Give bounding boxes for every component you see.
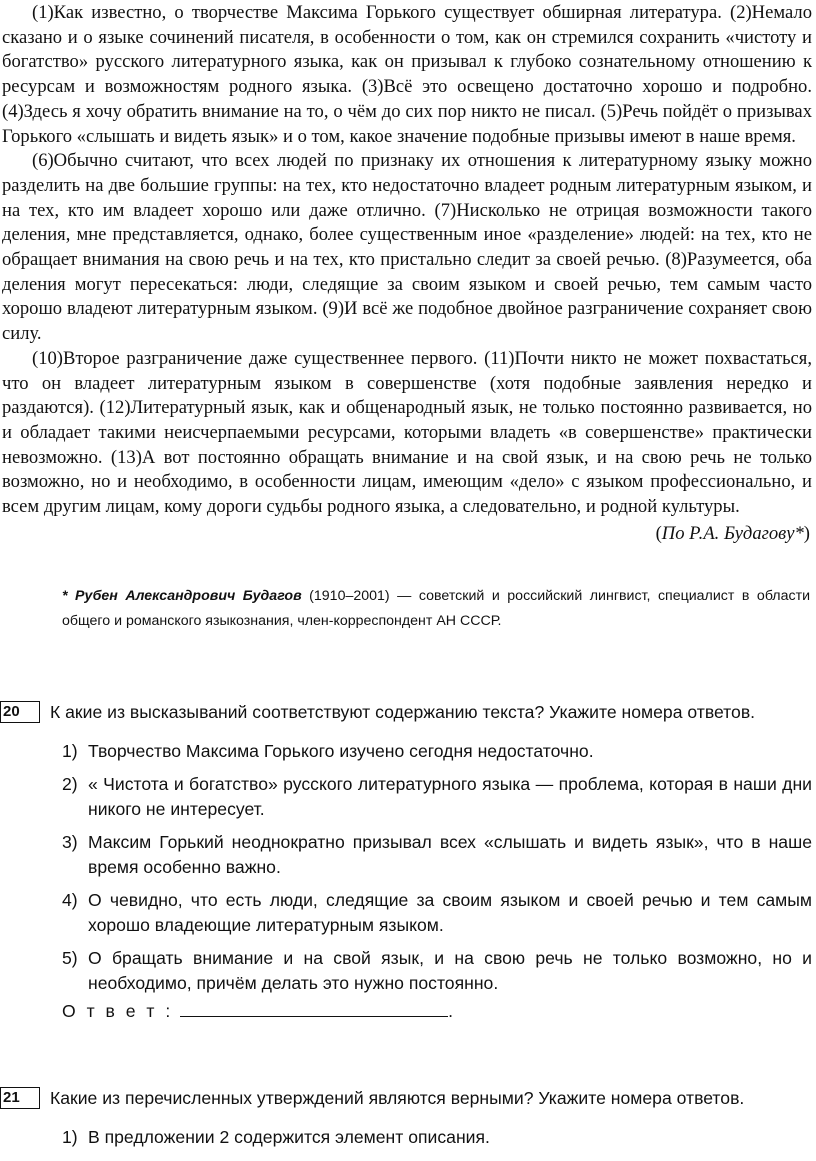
answer-blank-field[interactable]	[180, 1000, 448, 1017]
passage-paragraph-3: (10)Второе разграничение даже существеннее первого. (11)Почти никто не может похвастаться, что он владеет литературным языком в совершенстве (хотя подобные заявления нередко и раздаются). (12)Литературный язык, как и общенародный язык, не только постоянно развивается, но и обладает такими неисчерпаемыми ресурсами, которыми владеть «в совершенстве» практически невозможно. (13)А вот постоянно обращать внимание и на свой язык, и на свою речь не только возможно, но и необходимо, в особенности лицам, имеющим «дело» с языком профессионально, и всем другим лицам, кому дороги судьбы родного языка, а следовательно, и родной культуры.	[2, 347, 812, 518]
option-text: О бращать внимание и на свой язык, и на свою речь не только возможно, но и необходимо, причём делать это нужно постоянно.	[88, 947, 812, 993]
option-number: 4)	[62, 889, 78, 910]
option-text: Максим Горький неоднократно призывал всех «слышать и видеть язык», что в наше время особенно важно.	[88, 831, 812, 877]
option-item	[62, 946, 812, 997]
task-number-box: 20	[0, 701, 40, 723]
option-item	[62, 772, 812, 823]
option-number: 1)	[62, 1127, 78, 1147]
option-number: 2)	[62, 773, 78, 794]
footnote-name: * Рубен Александрович Будагов	[62, 588, 302, 604]
option-item	[62, 888, 812, 939]
attribution-author: По Р.А. Будагову*	[661, 522, 804, 544]
passage-paragraph-1: (1)Как известно, о творчестве Максима Горького существует обширная литература. (2)Немало сказано и о языке сочинений писателя, в особенности о том, как он стремился сохранить «чистоту и богатство» русского литературного языка, как он призывал к глубоко сознательному отношению к ресурсам и возможностям родного языка. (3)Всё это освещено достаточно хорошо и подробно. (4)Здесь я хочу обратить внимание на то, о чём до сих пор никто не писал. (5)Речь пойдёт о призывах Горького «слышать и видеть язык» и о том, какое значение подобные призывы имеют в наше время.	[2, 2, 812, 147]
option-number: 3)	[62, 831, 78, 852]
task-number-box: 21	[0, 1087, 40, 1109]
answer-options	[62, 1125, 812, 1158]
answer-options	[62, 739, 812, 1004]
answer-line	[62, 1000, 453, 1022]
option-text: О чевидно, что есть люди, следящие за своим языком и своей речью и тем самым хорошо владеющие литературным языком.	[88, 889, 812, 935]
answer-label: О т в е т :	[62, 1001, 174, 1021]
footnote-text: (1910–2001) — советский и российский лингвист, специалист в области общего и романского языкознания, член-корреспондент АН СССР.	[62, 588, 810, 629]
option-text: « Чистота и богатство» русского литературного языка — проблема, которая в наши дни никого не интересует.	[88, 773, 812, 819]
option-item	[62, 830, 812, 881]
option-text: Творчество Максима Горького изучено сегодня недостаточно.	[88, 741, 594, 761]
task-prompt: Какие из перечисленных утверждений являются верными? Укажите номера ответов.	[50, 1088, 745, 1108]
option-item	[62, 739, 812, 765]
option-number: 5)	[62, 947, 78, 968]
option-item	[62, 1125, 812, 1151]
answer-end: .	[448, 1001, 454, 1021]
passage-attribution: (По Р.А. Будагову*)	[655, 522, 810, 544]
option-text: В предложении 2 содержится элемент описания.	[88, 1127, 490, 1147]
passage-paragraph-2: (6)Обычно считают, что всех людей по признаку их отношения к литературному языку можно разделить на две большие группы: на тех, кто недостаточно владеет родным литературным языком, и на тех, кто им владеет хорошо или даже отлично. (7)Нисколько не отрицая возможности такого деления, мне представляется, однако, более существенным иное «разделение» людей: на тех, кто не обращает внимания на свою речь и на тех, кто пристально следит за своей речью. (8)Разумеется, оба деления могут пересекаться: люди, следящие за своим языком и своей речью, тем самым часто хорошо владеют литературным языком. (9)И всё же подобное двойное разграничение сохраняет свою силу.	[2, 150, 812, 345]
author-footnote	[62, 584, 810, 634]
option-number: 1)	[62, 741, 78, 761]
task-prompt: К акие из высказываний соответствуют содержанию текста? Укажите номера ответов.	[50, 702, 756, 722]
reading-passage	[2, 1, 812, 546]
